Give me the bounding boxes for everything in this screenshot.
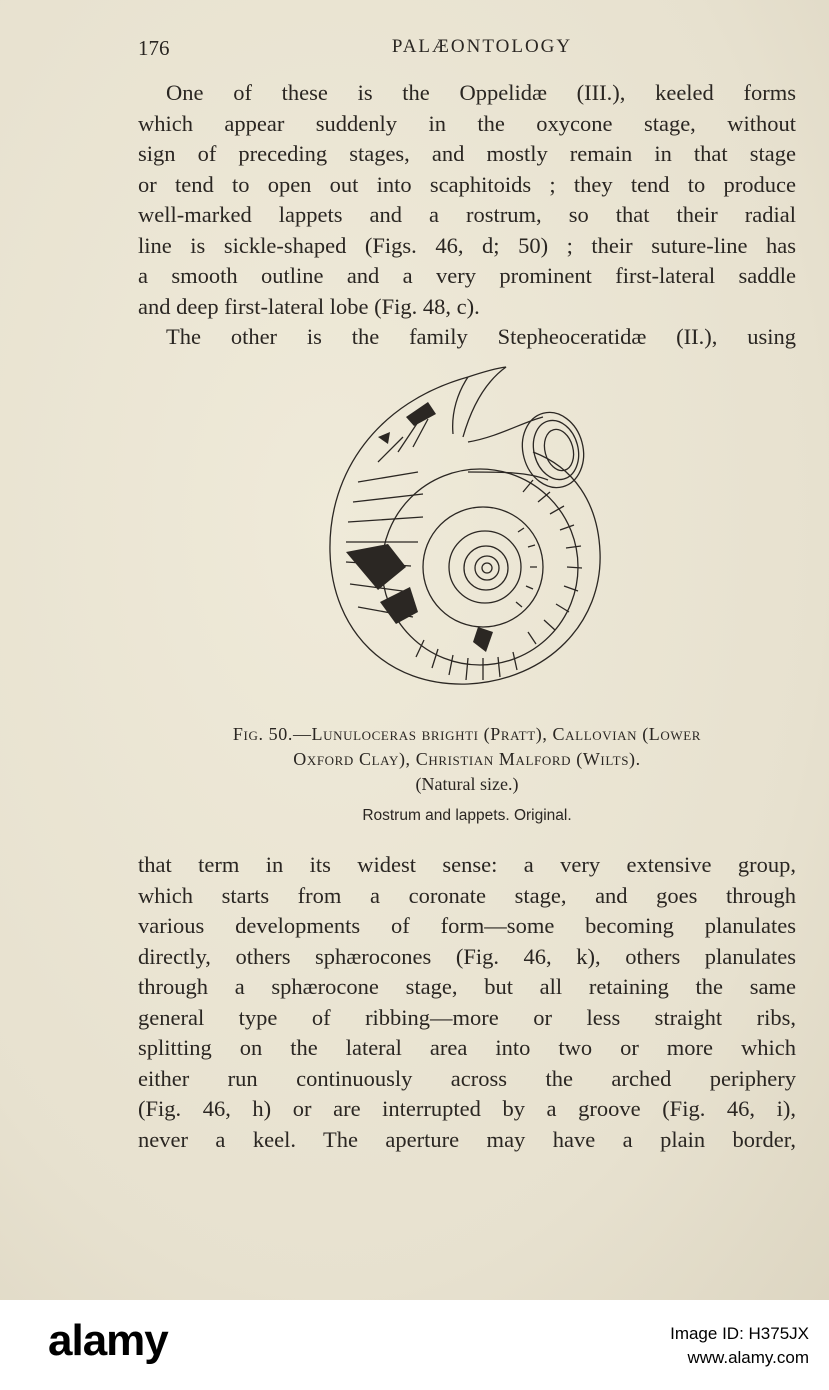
text-line: well-marked lappets and a rostrum, so that their radial [138, 202, 796, 227]
text-line: The other is the family Stepheoceratidæ (II.), using [166, 324, 796, 349]
page-header [138, 30, 796, 64]
text-line: line is sickle-shaped (Figs. 46, d; 50) ; their suture-line has [138, 232, 796, 258]
paragraph-top [138, 78, 796, 353]
page-number: 176 [138, 36, 170, 60]
text-line: directly, others sphærocones (Fig. 46, k), others planulates [138, 943, 796, 969]
text-line: a smooth outline and a very prominent first-lateral saddle [138, 263, 796, 288]
text-line: (Fig. 46, h) or are interrupted by a groove (Fig. 46, i), [138, 1096, 796, 1121]
stock-info [670, 1322, 809, 1370]
text-line: which appear suddenly in the oxycone stage, without [138, 110, 796, 136]
running-head: PALÆONTOLOGY [391, 36, 573, 57]
text-line: either run continuously across the arched periphery [138, 1065, 796, 1091]
text-line: One of these is the Oppelidæ (III.), keeled forms [166, 80, 796, 105]
figure-caption-scale: (Natural size.) [415, 774, 519, 794]
text-line: sign of preceding stages, and mostly remain in that stage [138, 141, 796, 166]
site-url: www.alamy.com [687, 1348, 809, 1367]
figure-caption-line: Oxford Clay), Christian Malford (Wilts). [293, 749, 641, 769]
text-line: which starts from a coronate stage, and goes through [138, 882, 796, 908]
text-line: or tend to open out into scaphitoids ; they tend to produce [138, 171, 796, 197]
watermark-footer [0, 1300, 829, 1390]
text-line: general type of ribbing—more or less straight ribs, [138, 1004, 796, 1030]
text-line: that term in its widest sense: a very extensive group, [138, 852, 796, 877]
paragraph-bottom [138, 850, 796, 1155]
ammonite-illustration [318, 362, 608, 707]
figure-caption-line: Fig. 50.—Lunuloceras brighti (Pratt), Callovian (Lower [232, 724, 702, 744]
text-line: various developments of form—some becoming planulates [138, 913, 796, 938]
image-id: Image ID: H375JX [670, 1324, 809, 1343]
alamy-logo: alamy [48, 1316, 168, 1365]
text-line: through a sphærocone stage, but all retaining the same [138, 974, 796, 999]
text-line: never a keel. The aperture may have a plain border, [138, 1126, 796, 1152]
text-line: and deep first-lateral lobe (Fig. 48, c). [138, 293, 480, 319]
figure-credit: Rostrum and lappets. Original. [362, 807, 572, 824]
text-line: splitting on the lateral area into two or more which [138, 1035, 796, 1060]
